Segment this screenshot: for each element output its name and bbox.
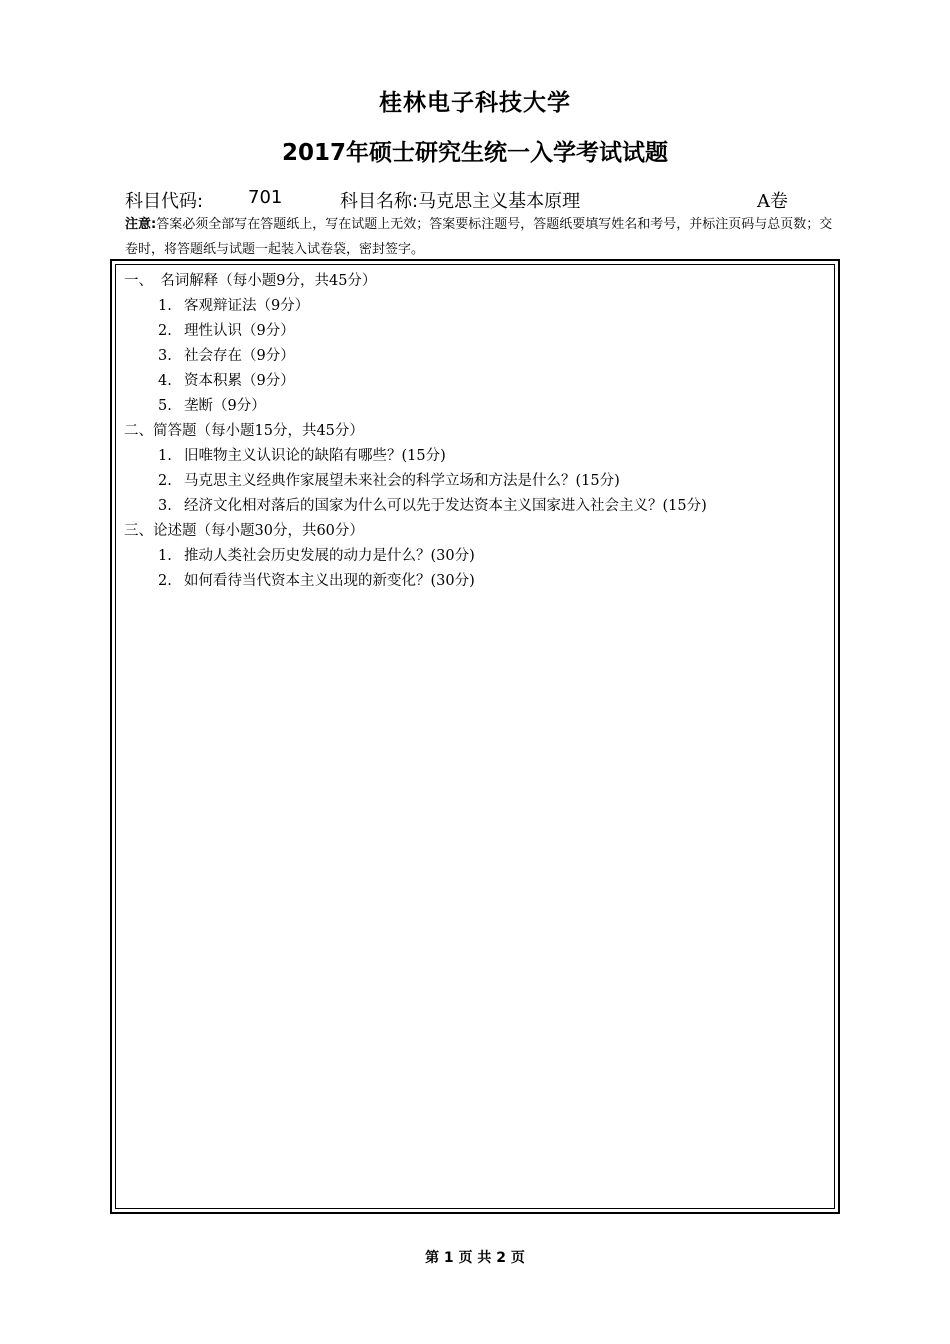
- question-item: [124, 544, 828, 569]
- question-item: [124, 369, 828, 394]
- question-number: 2.: [158, 323, 172, 339]
- question-item: [124, 444, 828, 469]
- question-number: 3.: [158, 348, 172, 364]
- subject-name: 科目名称:马克思主义基本原理: [340, 191, 581, 212]
- question-text: 推动人类社会历史发展的动力是什么？(30分): [184, 548, 475, 564]
- subject-code: 701: [248, 187, 283, 208]
- question-text: 经济文化相对落后的国家为什么可以先于发达资本主义国家进入社会主义？(15分): [184, 498, 707, 514]
- question-item: [124, 569, 828, 594]
- question-item: [124, 494, 828, 519]
- question-number: 3.: [158, 498, 172, 514]
- question-number: 2.: [158, 573, 172, 589]
- question-item: [124, 319, 828, 344]
- notice-label: 注意:: [125, 217, 157, 232]
- question-item: [124, 469, 828, 494]
- question-number: 4.: [158, 373, 172, 389]
- question-number: 1.: [158, 548, 172, 564]
- question-text: 理性认识（9分）: [184, 323, 295, 339]
- paper-version: A卷: [757, 191, 788, 212]
- notice-text: 答案必须全部写在答题纸上，写在试题上无效；答案要标注题号，答题纸要填写姓名和考号，并标注页码与总页数；交卷时，将答题纸与试题一起装入试卷袋，密封签字。: [125, 217, 833, 257]
- question-item: [124, 294, 828, 319]
- question-text: 马克思主义经典作家展望未来社会的科学立场和方法是什么？(15分): [184, 473, 620, 489]
- question-number: 2.: [158, 473, 172, 489]
- question-frame-inner: [115, 264, 835, 1209]
- question-number: 1.: [158, 448, 172, 464]
- question-item: [124, 394, 828, 419]
- page-number: 第 1 页 共 2 页: [425, 1250, 525, 1266]
- question-number: 1.: [158, 298, 172, 314]
- notice: [125, 212, 833, 262]
- question-text: 旧唯物主义认识论的缺陷有哪些？(15分): [184, 448, 446, 464]
- section-heading: 三、论述题（每小题30分，共60分）: [124, 523, 364, 539]
- question-text: 垄断（9分）: [184, 398, 266, 414]
- question-frame: [110, 259, 840, 1214]
- exam-title: 2017年硕士研究生统一入学考试试题: [281, 140, 668, 166]
- subject-code-label: 科目代码:: [125, 191, 204, 212]
- question-number: 5.: [158, 398, 172, 414]
- question-text: 如何看待当代资本主义出现的新变化？(30分): [184, 573, 475, 589]
- question-list: [124, 269, 828, 594]
- section-heading: 一、 名词解释（每小题9分，共45分）: [124, 273, 377, 289]
- section-heading: 二、简答题（每小题15分，共45分）: [124, 423, 364, 439]
- university-title: 桂林电子科技大学: [379, 90, 571, 116]
- question-text: 客观辩证法（9分）: [184, 298, 310, 314]
- question-text: 社会存在（9分）: [184, 348, 295, 364]
- question-text: 资本积累（9分）: [184, 373, 295, 389]
- question-item: [124, 344, 828, 369]
